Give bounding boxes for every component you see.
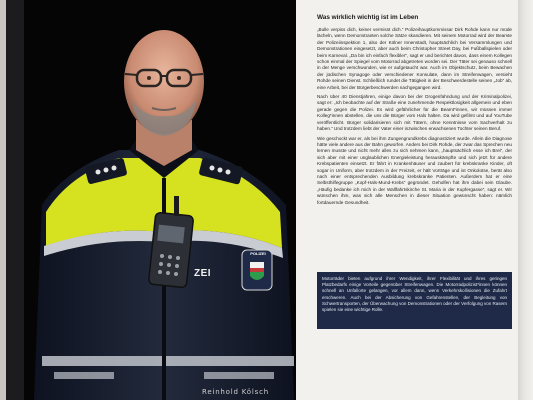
page-edge [518,0,533,400]
arm-badge-text: POLIZEI [250,251,266,256]
article-body [317,27,512,209]
chest-badge-text: ZEI [194,268,212,279]
police-officer-portrait [24,0,296,400]
article-paragraph: Nach über 40 Dienstjahren, einige davon bei der Drogenfahndung und der Kriminalpolizei, sagt er: „Ich beobachte auf der Straße eine zunehmende Respektlosigkeit allgemein und eben gerade gegen die Polizei. Es wird gefährlicher für die Beamt*innen, wir müssen immer Kolleg*innen abstellen, die uns die Bürger vom Hals halten. Da wird gefilmt und auf YouTube veröffentlicht. Bürger solidarisieren sich mit Tätern, ohne Kenntnisse vom Sachverhalt zu haben.“ Und trotzdem liebt der Vater einer inzwischen erwachsenen Tochter seinen Beruf. [317,94,512,132]
info-box-text: Motorräder bieten aufgrund ihrer Wendigkeit, ihrer Flexibilität und ihres geringen Platzbedarfs einige Vorteile gegenüber Streifenwagen. Die Motorradpolizist*innen können schnell an Unfallorte gelangen, vor allem dann, wenn Verkehrskollisionen die Zufahrt erschweren. Auch bei der Absicherung von Gefahrenstellen, der Begleitung von Schwertransporten, der Überwachung von Demonstrationen oder der Verfolgung von Rasern spielen sie eine wichtige Rolle. [322,276,507,313]
photo-credit: Reinhold Kölsch [202,388,269,396]
article-title: Was wirklich wichtig ist im Leben [317,14,419,21]
portrait-photo [24,0,296,400]
text-panel [296,0,518,400]
article-paragraph: „Bulle verpiss dich, keiner vermisst dich.“ Polizeihauptkommissar Dirk Rohde kann nur müde lächeln, wenn Demonstranten solche Sätze skandieren. Mit seinem Motorrad wird der Beamte der Polizeiinspektion 1, also der Kölner Innenstadt, hauptsächlich bei Versammlungen und Demonstrationen eingesetzt, aber auch beim Christopher Street Day, bei Fußballspielen oder beim Karneval. „Da bin ich einfach flexibler“, sagt er und berichtet davon, dass einem Kollegen schon einmal der Spiegel vom Motorrad abgetreten worden sei. Der Täter sei genauso schnell in der Menge verschwunden, wie er aufgetaucht war. Auch im Objektschutz, beim Bewachen der jüdischen Synagoge oder verschiedener Konsulate, dann im Streifenwagen, versieht Rohde seinen Dienst. Schließlich rundet die Tätigkeit in der Beschwerdestelle seinen „Job“ ab, eine Arbeit, bei der Bürgerbeschwerden nachgegangen wird. [317,27,512,90]
info-box [317,272,512,329]
article-paragraph: Wie geschockt war er, als bei ihm Zungengrundkrebs diagnostiziert wurde. Allein die Diagnose hätte viele andere aus der Bahn geworfen. Anders bei Dirk Rohde, der zwar das Sprechen neu lernen musste und nicht mehr alles zu sich nehmen kann, „hauptsächlich esse ich Brei“, der sich aber mit einer unglaublichen Energieleistung herauskämpfte und sich jetzt für andere Krebspatienten einsetzt. Er fährt in Krankenhäuser und zaubert für krebskranke Kinder, oft sogar in Uniform, aber trotzdem in der Freizeit, er hält Vorträge und ist Onkolotse, berät also nach einer entsprechenden Ausbildung krebskranke Patienten. Außerdem hat er eine Selbsthilfegruppe „Kopf-Hals-Mund-Krebs“ gegründet. Geholfen hat ihm dabei sein Glaube. „Häufig bedanke ich mich in der Wallfahrtskirche St. Maria in der Kupfergasse“, sagt er. Wir wünschen ihm, was sich alle Menschen in dieser Situation gewünscht haben: nämlich fortdauernde Gesundheit. [317,135,512,205]
